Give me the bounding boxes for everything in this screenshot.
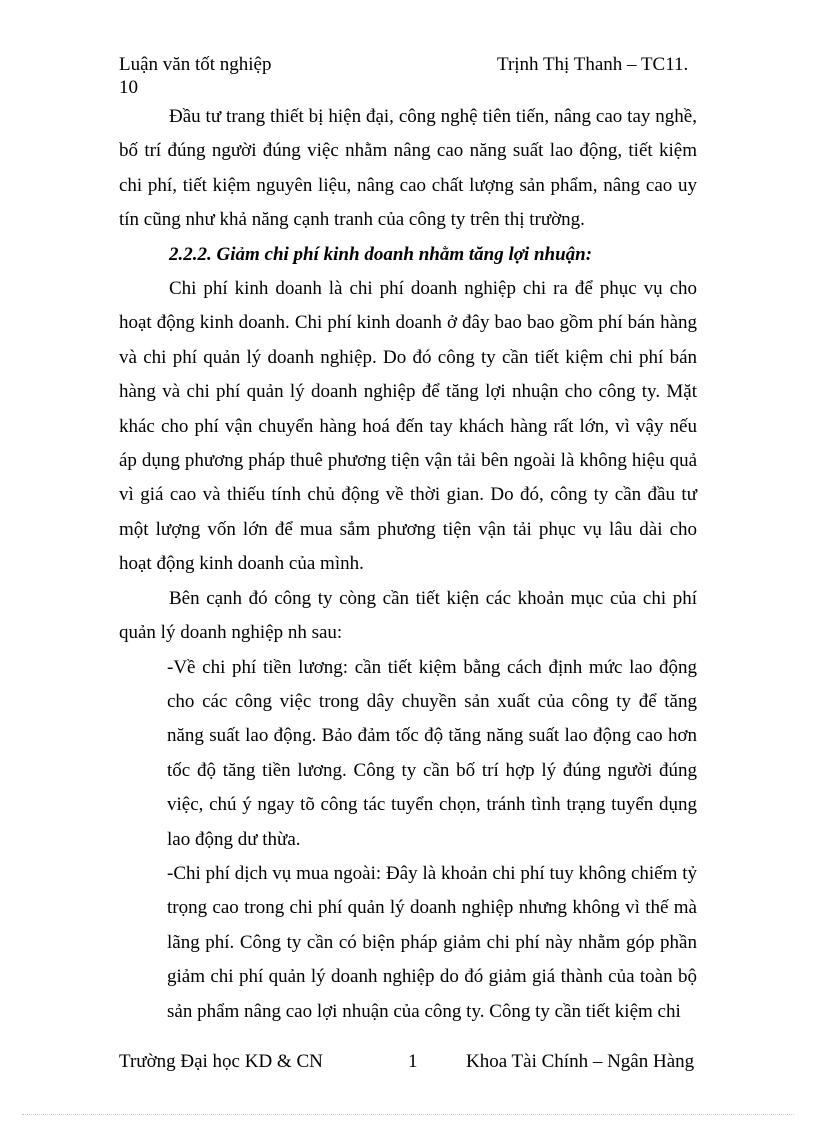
page-bottom-edge (22, 1114, 794, 1115)
footer-university: Trường Đại học KD & CN (119, 1051, 323, 1072)
footer-faculty: Khoa Tài Chính – Ngân Hàng (466, 1051, 695, 1072)
paragraph-business-cost: Chi phí kinh doanh là chi phí doanh nghiệp chi ra để phục vụ cho hoạt động kinh doanh. Chi phí kinh doanh ở đây bao bao gồm phí bán hàng và chi phí quản lý doanh nghiệp. Do đó công ty cần tiết kiệm chi phí bán hàng và chi phí quản lý doanh nghiệp để tăng lợi nhuận cho công ty. Mặt khác cho phí vận chuyển hàng hoá đến tay khách hàng rất lớn, vì vậy nếu áp dụng phương pháp thuê phương tiện vận tải bên ngoài là không hiệu quả vì giá cao và thiếu tính chủ động về thời gian. Do đó, công ty cần đầu tư một lượng vốn lớn để mua sắm phương tiện vận tải phục vụ lâu dài cho hoạt động kinh doanh của mình. (119, 278, 697, 575)
body-text (119, 100, 697, 1029)
section-heading: 2.2.2. Giảm chi phí kinh doanh nhằm tăng lợi nhuận: (169, 243, 593, 265)
header-thesis-title: Luận văn tốt nghiệp (119, 54, 272, 75)
list-item-services: -Chi phí dịch vụ mua ngoài: Đây là khoản chi phí tuy không chiếm tỷ trọng cao trong chi phí quản lý doanh nghiệp nhưng không vì thế mà lãng phí. Công ty cần có biện pháp giảm chi phí này nhằm góp phần giảm chi phí quản lý doanh nghiệp do đó giảm giá thành của toàn bộ sản phẩm nâng cao lợi nhuận của công ty. Công ty cần tiết kiệm chi (167, 862, 697, 1022)
footer-page-number: 1 (408, 1051, 418, 1072)
paragraph-management-cost: Bên cạnh đó công ty còng cần tiết kiện các khoản mục của chi phí quản lý doanh nghiệp nh sau: (119, 587, 697, 644)
paragraph-investment: Đầu tư trang thiết bị hiện đại, công nghệ tiên tiến, nâng cao tay nghề, bố trí đúng người đúng việc nhằm nâng cao năng suất lao động, tiết kiệm chi phí, tiết kiệm nguyên liệu, nâng cao chất lượng sản phẩm, nâng cao uy tín cũng như khả năng cạnh tranh của công ty trên thị trường. (119, 106, 697, 231)
list-item-salary: -Về chi phí tiền lương: cần tiết kiệm bằng cách định mức lao động cho các công việc trong dây chuyền sản xuất của công ty để tăng năng suất lao động. Bảo đảm tốc độ tăng năng suất lao động cao hơn tốc độ tăng tiền lương. Công ty cần bố trí hợp lý đúng người đúng việc, chú ý ngay tõ công tác tuyển chọn, tránh tình trạng tuyển dụng lao động dư thừa. (167, 656, 697, 850)
header-page-continuation: 10 (119, 77, 138, 98)
header-author: Trịnh Thị Thanh – TC11. (497, 54, 689, 75)
